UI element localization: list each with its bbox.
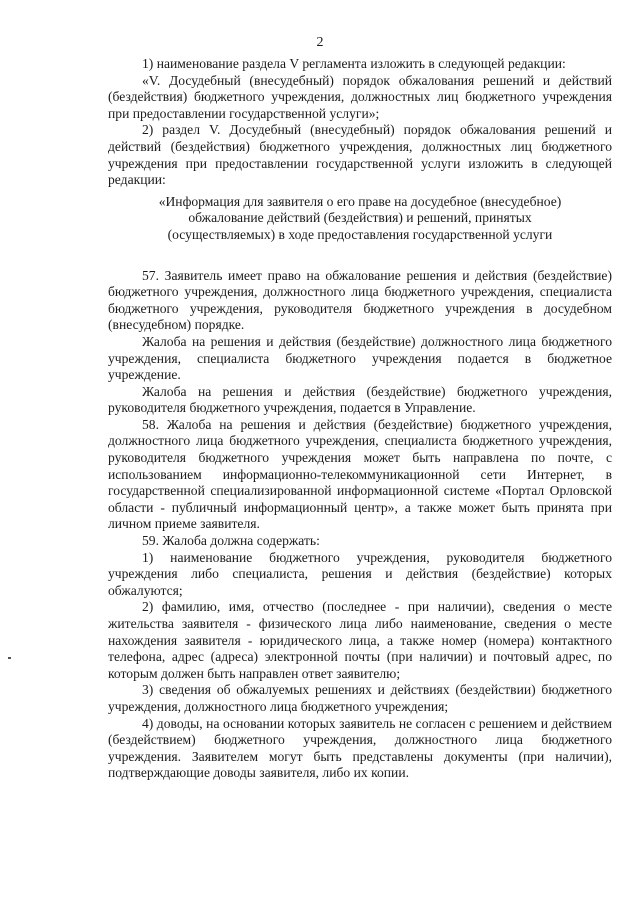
heading-line: обжалование действий (бездействия) и решений, принятых bbox=[188, 210, 532, 226]
paragraph: 59. Жалоба должна содержать: bbox=[142, 533, 320, 549]
document-body bbox=[108, 56, 612, 782]
paragraph: Жалоба на решения и действия (бездействие) бюджетного учреждения, руководителя бюджетного учреждения, подается в Управление. bbox=[108, 383, 612, 416]
heading-line: (осуществляемых) в ходе предоставления государственной услуги bbox=[167, 226, 553, 242]
paragraph: 3) сведения об обжалуемых решениях и действиях (бездействии) бюджетного учреждения, должностного лица бюджетного учреждения; bbox=[108, 682, 612, 714]
paragraph: 2) фамилию, имя, отчество (последнее - при наличии), сведения о месте жительства заявителя - физического лица либо наименование, сведения о месте нахождения заявителя - юридического лица, а также номер (номера) контактного телефона, адрес (адреса) электронной почты (при наличии) и почтовый адрес, по которым должен быть направлен ответ заявителю; bbox=[108, 599, 612, 681]
paragraph: 4) доводы, на основании которых заявитель не согласен с решением и действием (бездействием) бюджетного учреждения, должностного лица бюджетного учреждения. Заявителем могут быть представлены документы (при наличии), подтверждающие доводы заявителя, либо их копии. bbox=[108, 715, 612, 781]
heading-line: «Информация для заявителя о его праве на досудебное (внесудебное) bbox=[158, 193, 562, 209]
paragraph: 58. Жалоба на решения и действия (бездействие) бюджетного учреждения, должностного лица бюджетного учреждения, специалиста бюджетного учреждения, руководителя бюджетного учреждения может быть направлена по почте, с использованием информационно-телекоммуникационной сети Интернет, в государственной специализированной информационной системе «Портал Орловской области - публичный информационный центр», а также может быть принята при личном приеме заявителя. bbox=[108, 416, 612, 532]
paragraph: 2) раздел V. Досудебный (внесудебный) порядок обжалования решений и действий (бездействия) бюджетного учреждения, должностных лиц бюджетного учреждения при предоставлении государственной услуги изложить в следующей редакции: bbox=[108, 122, 612, 188]
paragraph: Жалоба на решения и действия (бездействие) должностного лица бюджетного учреждения, специалиста бюджетного учреждения подается в бюджетное учреждение. bbox=[108, 333, 612, 383]
spacer bbox=[108, 244, 612, 268]
section-heading-quote bbox=[108, 194, 612, 244]
paragraph: 1) наименование бюджетного учреждения, руководителя бюджетного учреждения либо специалиста, решения и действия (бездействие) которых обжалуются; bbox=[108, 549, 612, 598]
paragraph: «V. Досудебный (внесудебный) порядок обжалования решений и действий (бездействия) бюджетного учреждения, должностных лиц бюджетного учреждения при предоставлении государственной услуги»; bbox=[108, 72, 612, 121]
page-number: 2 bbox=[316, 35, 324, 50]
paragraph: 57. Заявитель имеет право на обжалование решения и действия (бездействие) бюджетного учреждения, должностного лица бюджетного учреждения, специалиста бюджетного учреждения, руководителя бюджетного учреждения в досудебном (внесудебном) порядке. bbox=[108, 267, 612, 333]
paragraph: 1) наименование раздела V регламента изложить в следующей редакции: bbox=[142, 56, 566, 71]
scan-speck bbox=[8, 657, 11, 659]
